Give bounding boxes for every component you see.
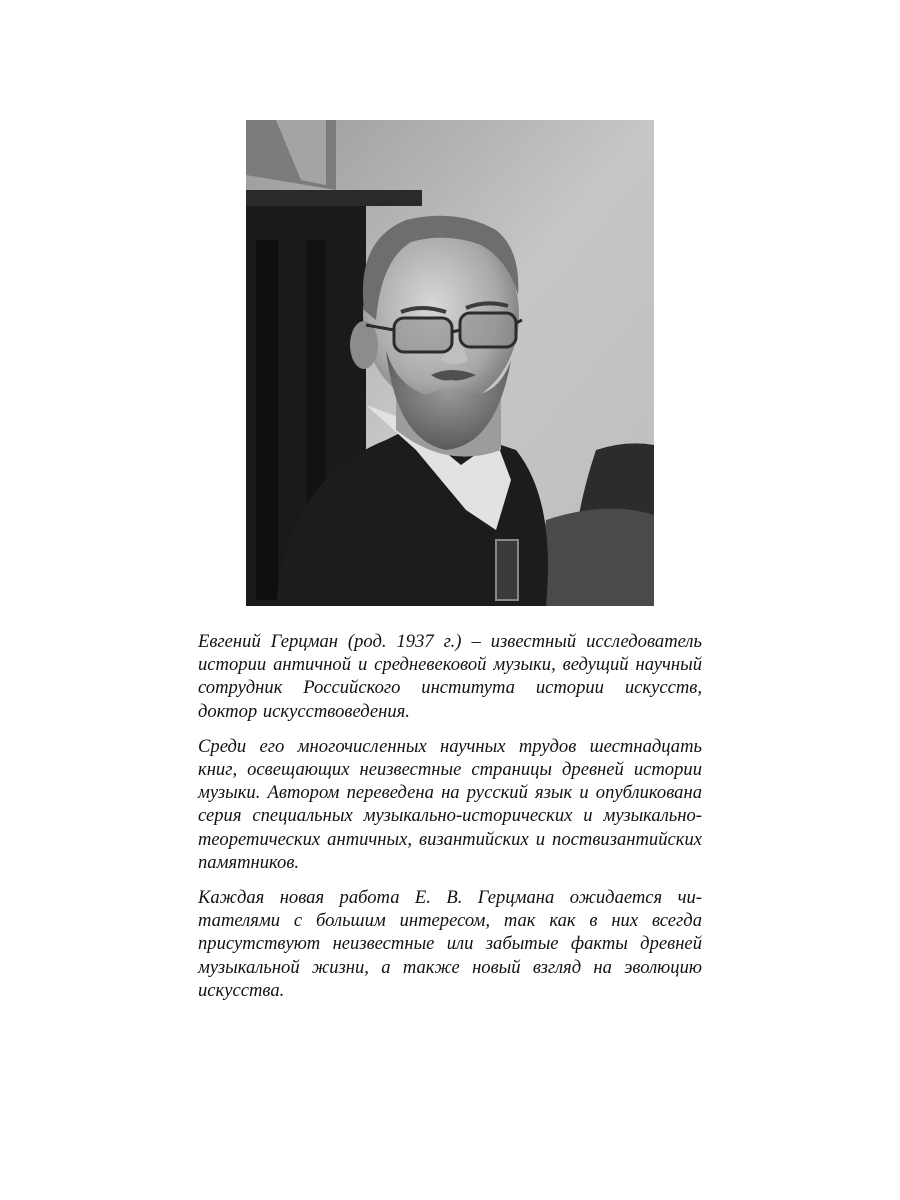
author-portrait-photo [246, 120, 654, 606]
bio-paragraph-2: Среди его многочисленных научных трудов шестнадцать книг, освещающих неизвестные страницы древней истории музыки. Автором переведена на русский язык и опубликована серия специальных музыкально-исторических и музыкально-теоретических античных, византийских и поствизантийских памятников. [198, 735, 702, 873]
author-bio [198, 630, 702, 1014]
bio-paragraph-3: Каждая новая работа Е. В. Герцмана ожидается читателями с большим интересом, так как в них всегда присутствуют неизвестные или забытые факты древней музыкальной жизни, а также новый взгляд на эволюцию искусства. [198, 887, 702, 1001]
badge [496, 540, 518, 600]
bio-paragraph-1: Евгений Герцман (род. 1937 г.) – известный исследователь истории античной и средневековой музыки, ведущий научный сотрудник Российского института истории искусств, доктор искусствоведения. [198, 631, 702, 722]
portrait-illustration [246, 120, 654, 606]
